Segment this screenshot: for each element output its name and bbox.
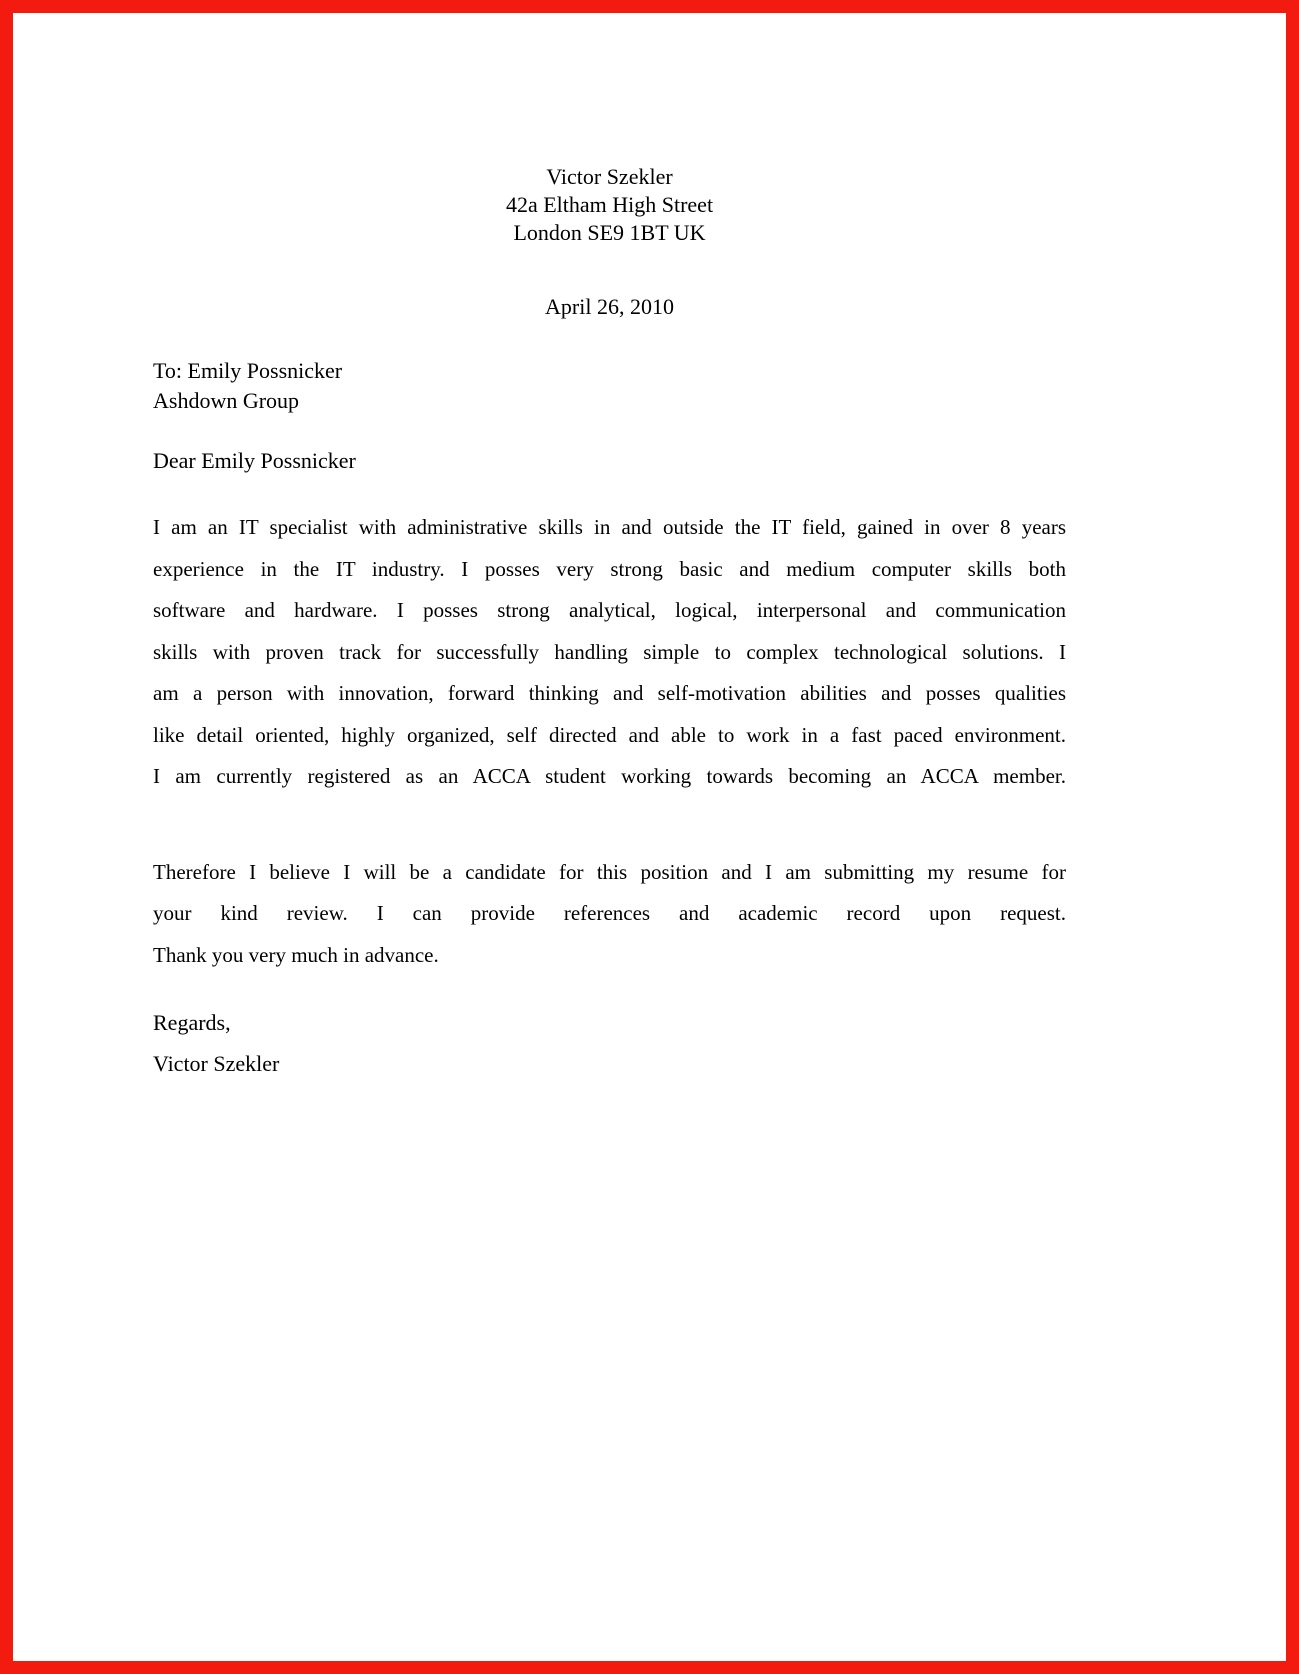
letter-content — [13, 163, 1286, 1084]
paragraph-line: skills with proven track for successfully handling simple to complex technological solutions. I — [153, 639, 1066, 664]
paragraph-line: experience in the IT industry. I posses very strong basic and medium computer skills both — [153, 556, 1066, 581]
body-paragraph-2 — [153, 852, 1066, 977]
signature-name: Victor Szekler — [153, 1051, 280, 1076]
paragraph-line: your kind review. I can provide references and academic record upon request. — [153, 901, 1066, 925]
paragraph-line: like detail oriented, highly organized, self directed and able to work in a fast paced environment. — [153, 722, 1066, 747]
paragraph-line: I am an IT specialist with administrative skills in and outside the IT field, gained in over 8 years — [153, 515, 1066, 539]
salutation: Dear Emily Possnicker — [153, 448, 356, 473]
closing-regards: Regards, — [153, 1010, 231, 1035]
paragraph-line: am a person with innovation, forward thinking and self-motivation abilities and posses qualities — [153, 681, 1066, 705]
paragraph-line: software and hardware. I posses strong analytical, logical, interpersonal and communication — [153, 598, 1066, 622]
recipient-company: Ashdown Group — [153, 388, 300, 413]
paragraph-line: Thank you very much in advance. — [153, 942, 439, 967]
sender-address-block — [153, 163, 1066, 247]
letter-date: April 26, 2010 — [545, 294, 674, 319]
sender-address-line1: 42a Eltham High Street — [505, 192, 714, 217]
body-paragraph-1 — [153, 507, 1066, 798]
paragraph-line: Therefore I believe I will be a candidate for this position and I am submitting my resume for — [153, 859, 1066, 884]
recipient-block — [153, 356, 1066, 416]
paragraph-line: I am currently registered as an ACCA student working towards becoming an ACCA member. — [153, 764, 1066, 788]
sender-name: Victor Szekler — [546, 164, 673, 189]
sender-address-line2: London SE9 1BT UK — [513, 220, 706, 245]
recipient-to-line: To: Emily Possnicker — [153, 358, 343, 383]
